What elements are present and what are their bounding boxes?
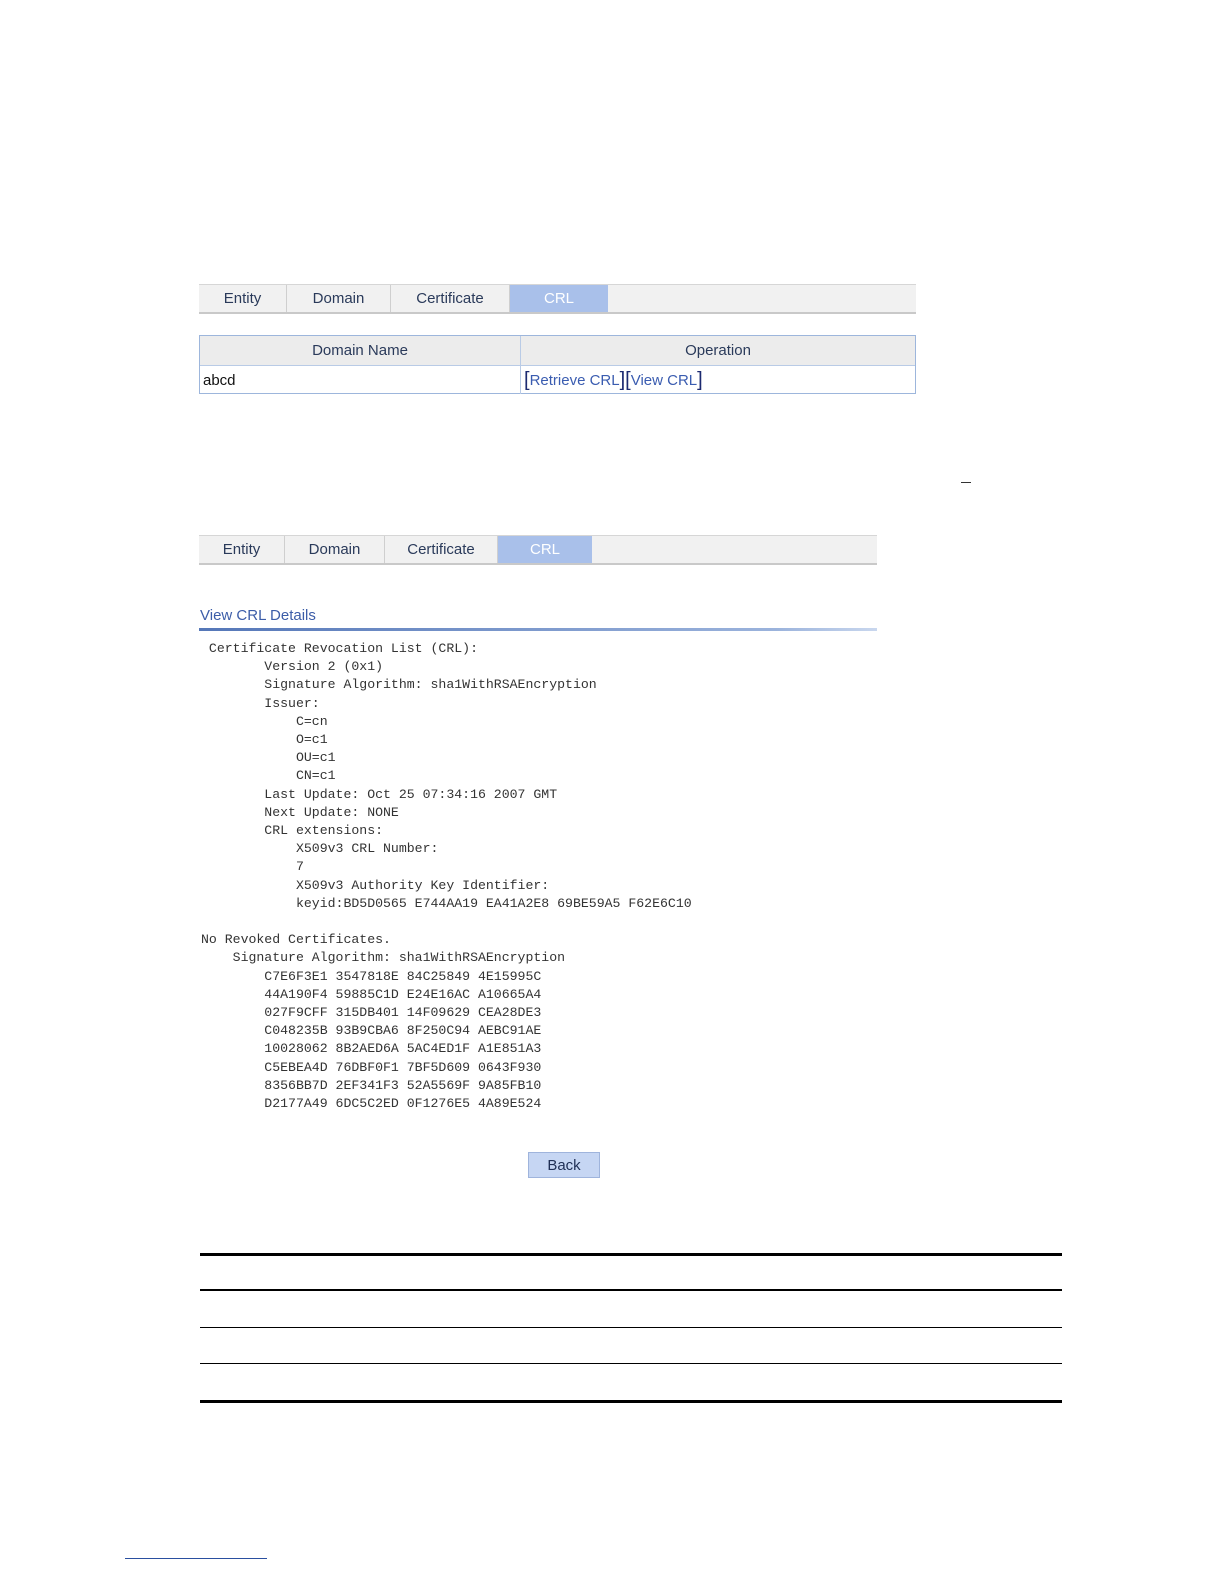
view-crl-link[interactable]: View CRL xyxy=(630,371,698,389)
column-header-domain-name: Domain Name xyxy=(200,336,521,365)
column-header-operation: Operation xyxy=(685,342,751,359)
operation-cell xyxy=(521,366,915,394)
table-rule-top xyxy=(200,1253,1062,1256)
retrieve-crl-link[interactable]: Retrieve CRL xyxy=(529,371,620,389)
tab-certificate[interactable]: Certificate xyxy=(391,285,510,312)
table-rule-bottom xyxy=(200,1400,1062,1403)
tab-bar-bottom xyxy=(199,535,877,565)
tab-crl[interactable]: CRL xyxy=(498,536,592,563)
crl-details-title: View CRL Details xyxy=(200,607,316,624)
crl-details-text: Certificate Revocation List (CRL): Version 2 (0x1) Signature Algorithm: sha1WithRSAEncryption Issuer: C=cn O=c1 OU=c1 CN=c1 Last Update: Oct 25 07:34:16 2007 GMT Next Update: NONE CRL extensions: X509v3 CRL Number: 7 X509v3 Authority Key Identifier: keyid:BD5D0565 E744AA19 EA41A2E8 69BE59A5 F62E6C10 No Revoked Certificates. Signature Algorithm: sha1WithRSAEncryption C7E6F3E1 3547818E 84C25849 4E15995C 44A190F4 59885C1D E24E16AC A10665A4 027F9CFF 315DB401 14F09629 CEA28DE3 C048235B 93B9CBA6 8F250C94 AEBC91AE 10028062 8B2AED6A 5AC4ED1F A1E851A3 C5EBEA4D 76DBF0F1 7BF5D609 0643F930 8356BB7D 2EF341F3 52A5569F 9A85FB10 D2177A49 6DC5C2ED 0F1276E5 4A89E524 xyxy=(201,641,692,1112)
tab-entity[interactable]: Entity xyxy=(199,285,287,312)
domain-name-cell: abcd xyxy=(200,366,521,394)
table-header xyxy=(200,336,915,366)
table-row xyxy=(200,366,915,394)
footnote-separator xyxy=(125,1558,267,1559)
bracket-open: [ xyxy=(524,369,530,391)
tab-certificate[interactable]: Certificate xyxy=(385,536,498,563)
bracket-close: ] xyxy=(619,369,626,391)
underline-mark xyxy=(961,482,971,483)
tab-crl[interactable]: CRL xyxy=(510,285,608,312)
bracket-open: [ xyxy=(625,369,631,391)
tab-domain[interactable]: Domain xyxy=(287,285,391,312)
table-rule-row xyxy=(200,1327,1062,1328)
table-rule-header xyxy=(200,1289,1062,1291)
back-button[interactable]: Back xyxy=(528,1152,600,1178)
tab-bar-top xyxy=(199,284,916,314)
tab-domain[interactable]: Domain xyxy=(285,536,385,563)
tab-entity[interactable]: Entity xyxy=(199,536,285,563)
bracket-close: ] xyxy=(697,369,703,391)
domain-crl-table xyxy=(199,335,916,394)
table-rule-row xyxy=(200,1363,1062,1364)
title-underline xyxy=(199,628,877,631)
